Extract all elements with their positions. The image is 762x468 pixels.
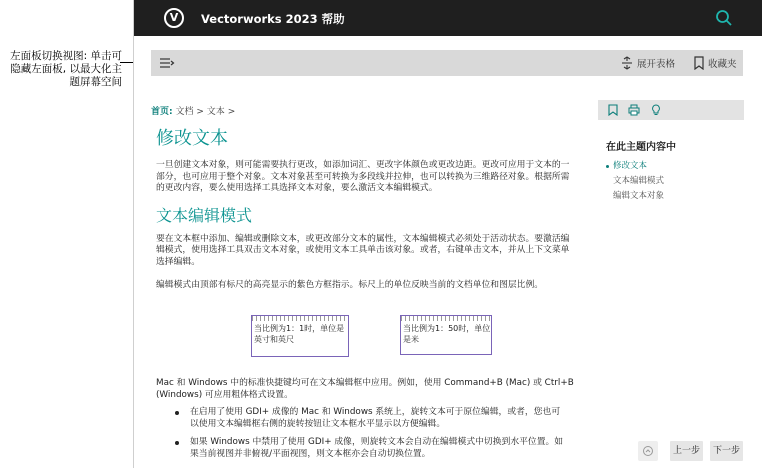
breadcrumb-separator: > xyxy=(196,107,204,117)
expand-tables-button[interactable] xyxy=(621,55,675,71)
bookmark-icon[interactable] xyxy=(607,104,619,116)
figure-ruler xyxy=(401,316,491,321)
next-button[interactable]: 下一步 xyxy=(710,441,743,461)
list-item: 如果 Windows 中禁用了使用 GDI+ 成像，则旋转文本会自动在编辑模式中切换到水平位置。如果当前视图并非俯视/平面视图，则文本框亦会自动切换位置。 xyxy=(172,437,564,460)
favorites-label: 收藏夹 xyxy=(708,59,737,70)
vectorworks-logo-icon[interactable]: V xyxy=(164,8,184,28)
search-icon[interactable] xyxy=(715,9,733,27)
intro-paragraph: 一旦创建文本对象，则可能需要执行更改，如添加词汇、更改字体颜色或更改边距。更改可应用于文本的一部分，也可应用于整个对象。文本对象甚至可转换为多段线并拉伸，也可以转换为三维路径对象。根据所需的更改内容，要么使用选择工具选择文本对象，要么激活文本编辑模式。 xyxy=(156,160,570,194)
topic-tools-bar xyxy=(598,100,744,120)
expand-icon xyxy=(621,56,633,70)
figure-box xyxy=(400,315,492,355)
section-title: 文本编辑模式 xyxy=(156,205,253,225)
section-paragraph: 编辑模式由顶部有标尺的高亮显示的紫色方框指示。标尺上的单位反映当前的文档单位和图层比例。 xyxy=(156,279,544,290)
print-icon[interactable] xyxy=(628,104,640,116)
article-content xyxy=(156,128,576,291)
breadcrumb-item[interactable]: 文档 xyxy=(175,107,194,117)
page-title: 修改文本 xyxy=(156,128,228,149)
scroll-up-button[interactable] xyxy=(638,441,658,461)
top-bar xyxy=(134,0,762,36)
figure-box xyxy=(251,315,349,357)
breadcrumb-item[interactable]: 文本 xyxy=(206,107,225,117)
bullet-list xyxy=(172,407,564,467)
figure-caption: 当比例为1：1时，单位是英寸和英尺 xyxy=(254,324,345,344)
panel-toggle-icon[interactable] xyxy=(159,56,175,70)
bookmark-icon xyxy=(694,56,704,70)
breadcrumb-separator: > xyxy=(227,107,236,117)
toc-item[interactable]: 编辑文本对象 xyxy=(613,191,665,201)
app-title: Vectorworks 2023 帮助 xyxy=(201,12,345,26)
toc-item[interactable]: 文本编辑模式 xyxy=(613,176,665,186)
section-paragraph: 要在文本框中添加、编辑或删除文本，或更改部分文本的属性，文本编辑模式必须处于活动状态。要激活编辑模式，使用选择工具双击文本对象，或使用文本工具单击该对象。或者，右键单击文本，并从上下文菜单选择编辑。 xyxy=(156,233,570,267)
breadcrumb-home[interactable]: 首页: xyxy=(151,107,173,117)
figure-ruler xyxy=(252,316,348,321)
list-item: 在启用了使用 GDI+ 成像的 Mac 和 Windows 系统上，旋转文本可于原位编辑，或者，您也可以使用文本编辑框右侧的旋转按钮让文本框水平显示以方便编辑。 xyxy=(172,407,564,430)
breadcrumb xyxy=(151,104,235,117)
help-window xyxy=(133,0,762,468)
callout-annotation: 左面板切换视图: 单击可隐藏左面板, 以最大化主题屏幕空间 xyxy=(10,50,122,88)
shortcut-paragraph: Mac 和 Windows 中的标准快捷键均可在文本编辑框中应用。例如，使用 Command+B (Mac) 或 Ctrl+B (Windows) 可应用粗体格式设置。 xyxy=(156,378,574,400)
prev-button[interactable]: 上一步 xyxy=(670,441,703,461)
bulb-icon[interactable] xyxy=(650,104,662,116)
toc-item[interactable]: 修改文本 xyxy=(606,159,746,174)
topic-toc xyxy=(606,138,746,204)
topic-toolbar xyxy=(151,50,743,76)
figure-caption: 当比例为1：50时，单位是米 xyxy=(403,324,491,344)
favorites-button[interactable] xyxy=(694,55,737,71)
toc-title: 在此主题内容中 xyxy=(606,142,676,153)
expand-tables-label: 展开表格 xyxy=(637,59,676,70)
figure-row xyxy=(227,315,492,363)
scroll-up-icon xyxy=(638,441,658,461)
